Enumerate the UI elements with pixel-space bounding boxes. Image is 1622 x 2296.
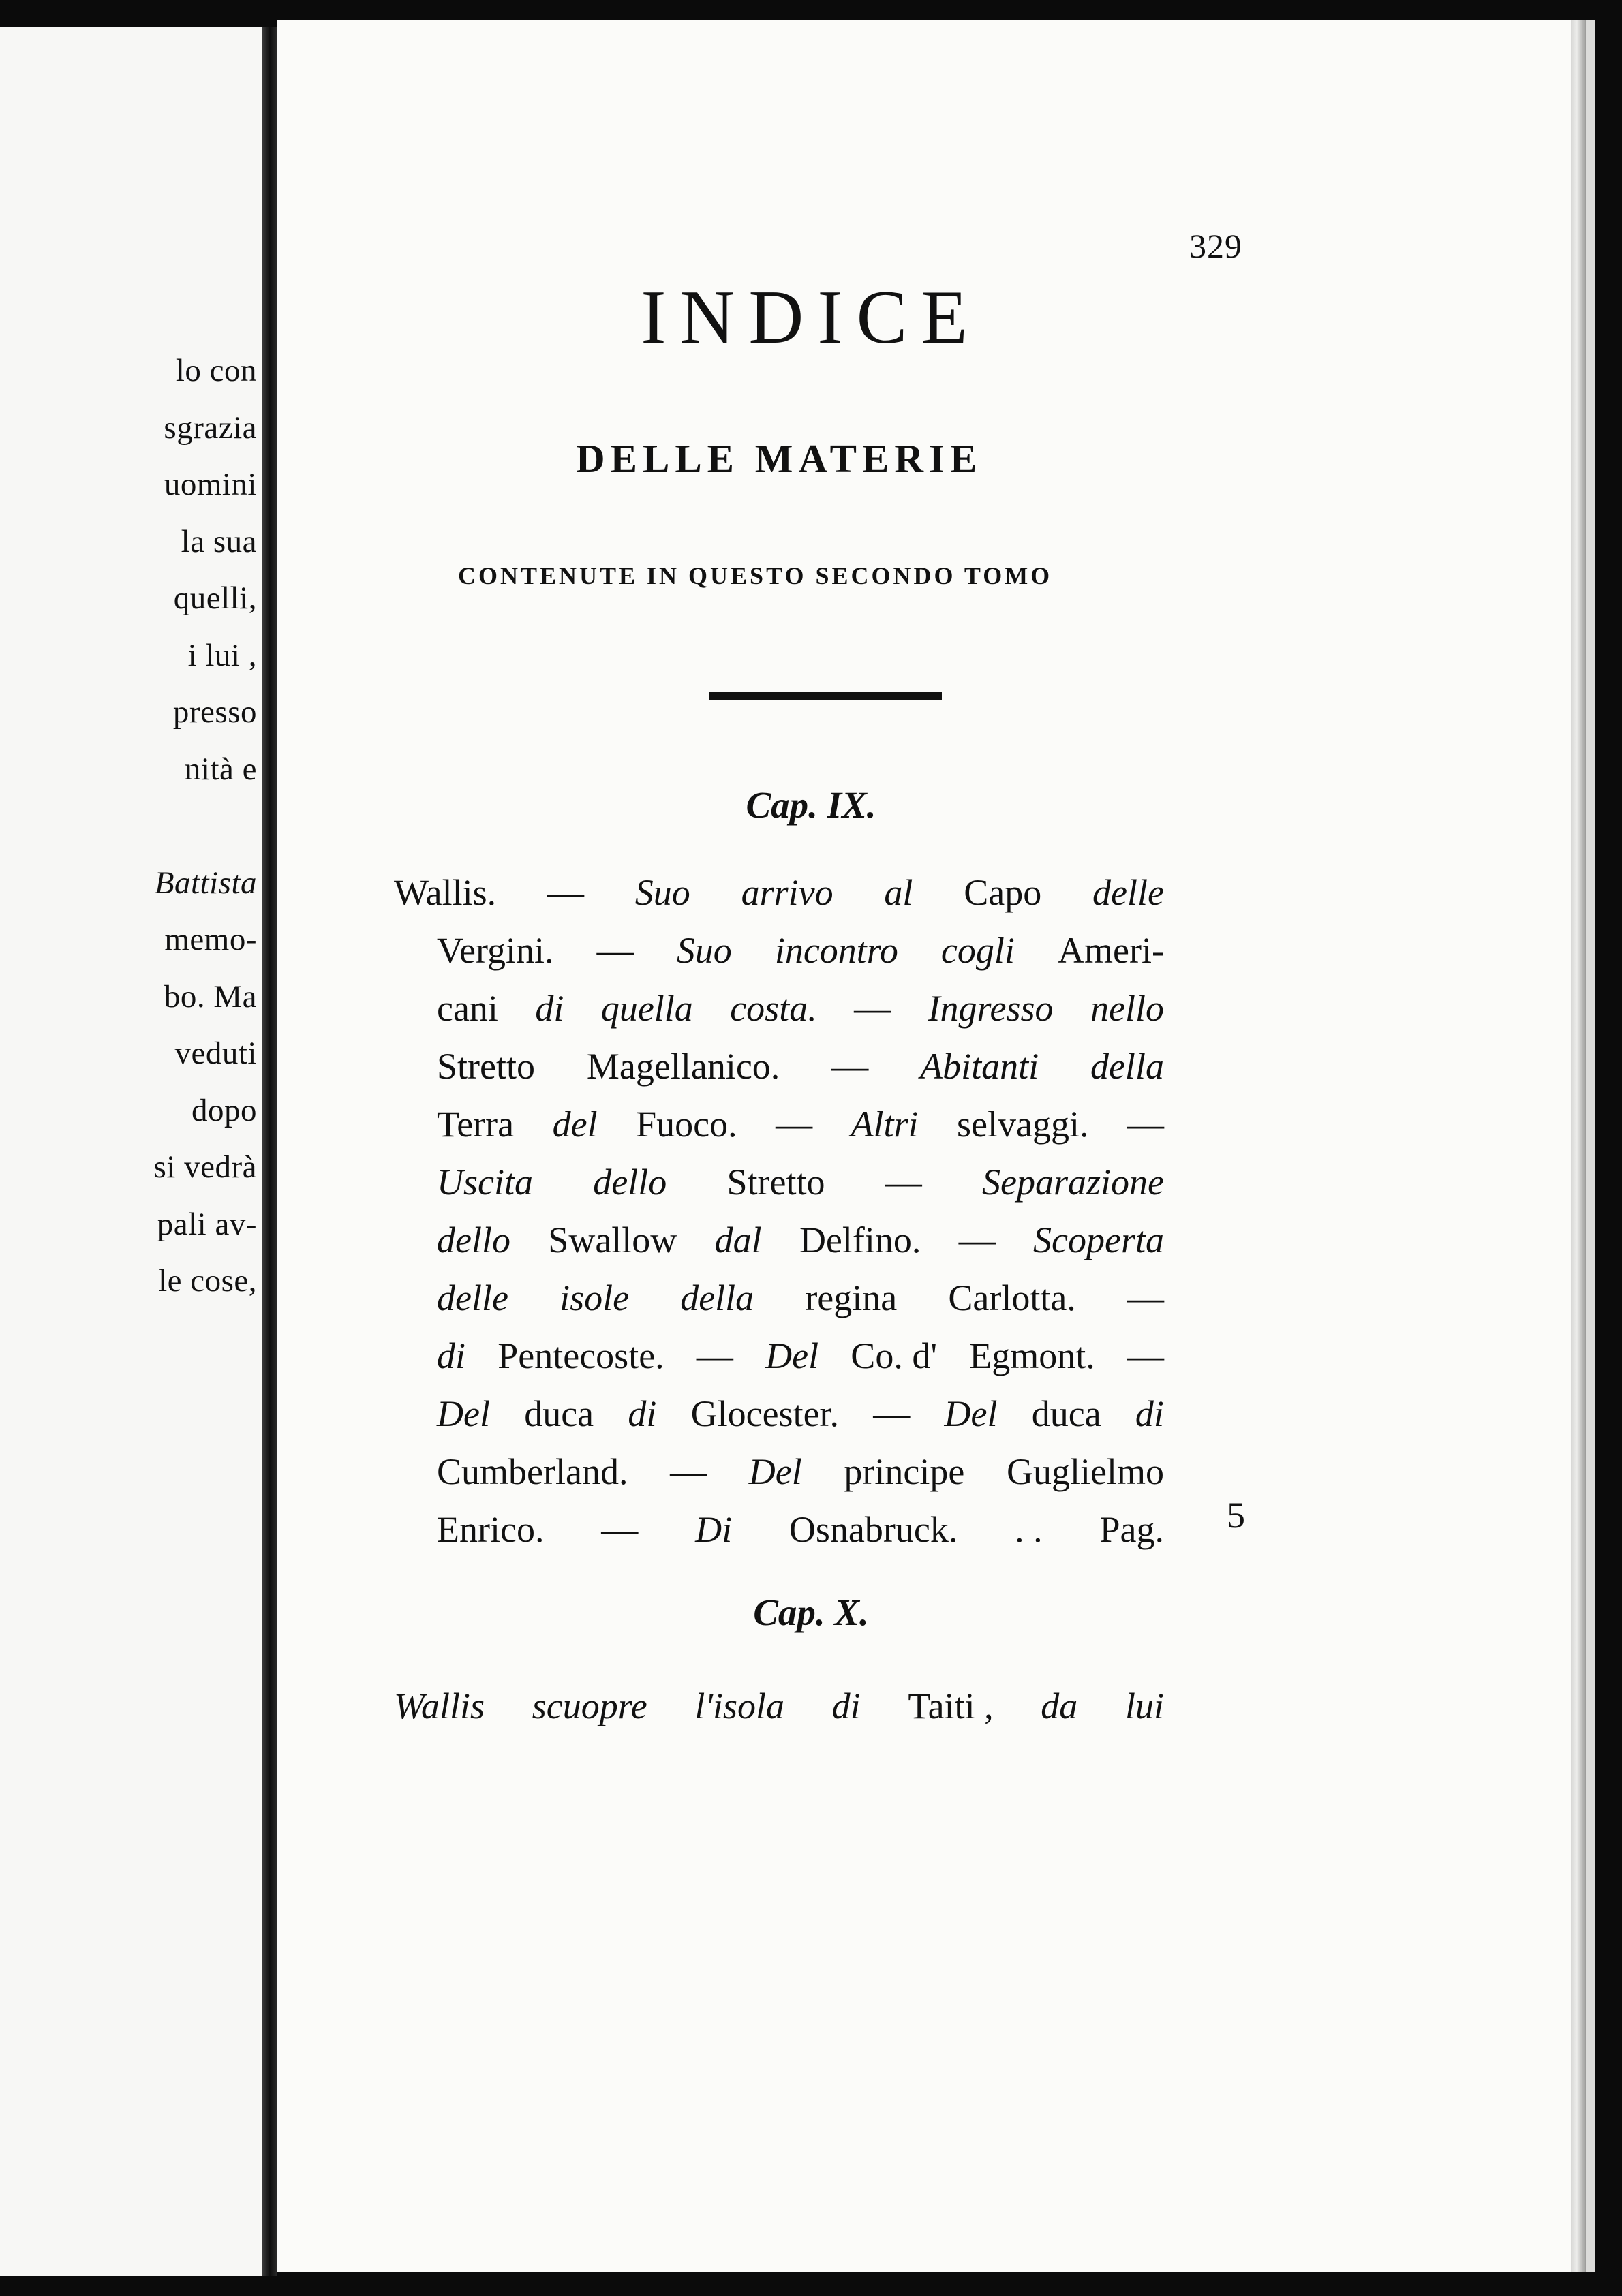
summary-word: Del — [748, 1451, 802, 1492]
summary-word: Pag. — [1099, 1509, 1164, 1550]
summary-word: — — [854, 988, 891, 1029]
summary-word: costa. — [730, 988, 817, 1029]
index-title-text: INDICE — [641, 275, 981, 360]
previous-page-line: presso — [172, 694, 257, 730]
summary-word: di — [1135, 1393, 1164, 1434]
summary-word: Altri — [851, 1104, 919, 1145]
previous-page-line: Battista — [154, 865, 257, 901]
summary-line — [394, 1038, 1164, 1096]
summary-word: Wallis — [394, 1686, 485, 1726]
summary-word: Carlotta. — [948, 1277, 1076, 1318]
index-subtitle-contents: CONTENUTE IN QUESTO SECONDO TOMO — [458, 562, 1053, 589]
summary-word: Osnabruck. — [789, 1509, 958, 1550]
summary-word: — — [831, 1046, 869, 1087]
page-number: 329 — [1189, 227, 1242, 265]
previous-page-line: quelli, — [173, 580, 257, 616]
summary-word: — — [670, 1451, 707, 1492]
book-gutter — [262, 27, 277, 2276]
summary-word: Suo — [634, 872, 690, 913]
summary-word: Stretto — [437, 1046, 535, 1087]
summary-word: Pentecoste. — [498, 1335, 664, 1376]
summary-line — [394, 922, 1164, 980]
summary-word: Fuoco. — [636, 1104, 737, 1145]
summary-word: incontro — [774, 930, 898, 971]
previous-page-line: si vedrà — [153, 1149, 257, 1185]
summary-word: . . — [1015, 1509, 1043, 1550]
summary-line — [394, 1677, 1164, 1735]
chapter-numeral: IX. — [827, 784, 876, 826]
summary-word: — — [1127, 1277, 1164, 1318]
summary-word: delle — [1092, 872, 1164, 913]
summary-word: arrivo — [741, 872, 833, 913]
summary-word: quella — [600, 988, 693, 1029]
summary-word: delle — [437, 1277, 508, 1318]
summary-word: — — [1127, 1335, 1164, 1376]
previous-page-line: sgrazia — [164, 409, 257, 446]
summary-word: della — [1090, 1046, 1164, 1087]
summary-word: del — [552, 1104, 598, 1145]
summary-line — [394, 1385, 1164, 1443]
summary-word: al — [884, 872, 913, 913]
summary-word: di — [831, 1686, 861, 1726]
chapter-heading — [0, 1591, 1622, 1634]
summary-word: — — [1127, 1104, 1164, 1145]
previous-page-line: le cose, — [158, 1263, 257, 1299]
summary-word: — — [776, 1104, 813, 1145]
summary-word: — — [547, 872, 584, 913]
chapter-heading — [0, 784, 1622, 826]
summary-word: regina — [805, 1277, 898, 1318]
summary-word: Co. d' — [851, 1335, 938, 1376]
previous-page-line: bo. Ma — [164, 978, 257, 1014]
summary-word: — — [601, 1509, 639, 1550]
summary-word: della — [680, 1277, 754, 1318]
summary-word: — — [958, 1220, 996, 1260]
summary-word: Del — [437, 1393, 490, 1434]
previous-page-line: veduti — [174, 1036, 257, 1071]
previous-page-line: pali av- — [157, 1206, 257, 1242]
summary-line — [394, 1327, 1164, 1385]
summary-word: Glocester. — [690, 1393, 840, 1434]
summary-line — [394, 1153, 1164, 1211]
summary-word: da — [1041, 1686, 1078, 1726]
summary-word: Terra — [437, 1104, 515, 1145]
chapter-summary — [394, 864, 1164, 1559]
summary-word: Swallow — [548, 1220, 677, 1260]
summary-word: scuopre — [532, 1686, 647, 1726]
chapter-numeral: X. — [834, 1592, 869, 1633]
summary-word: — — [596, 930, 634, 971]
summary-word: Stretto — [726, 1162, 825, 1203]
summary-word: — — [696, 1335, 733, 1376]
index-subtitle: DELLE MATERIE — [576, 436, 983, 481]
summary-word: Cumberland. — [437, 1451, 628, 1492]
previous-page-line: nità e — [184, 751, 257, 787]
summary-word: l'isola — [694, 1686, 784, 1726]
chapter-page-reference: 5 — [1227, 1495, 1245, 1536]
previous-page-line: uomini — [164, 467, 257, 502]
summary-word: cogli — [940, 930, 1015, 971]
summary-word: Vergini. — [437, 930, 554, 971]
summary-word: duca — [524, 1393, 594, 1434]
summary-word: di — [437, 1335, 466, 1376]
summary-line — [394, 1269, 1164, 1327]
summary-word: Ameri- — [1058, 930, 1164, 971]
summary-line — [394, 1501, 1164, 1559]
chapter-summary — [394, 1677, 1164, 1735]
summary-word: Taiti , — [908, 1686, 994, 1726]
previous-page-line: memo- — [164, 922, 257, 957]
summary-word: dello — [593, 1162, 667, 1203]
previous-page-line: dopo — [192, 1092, 257, 1128]
summary-line — [394, 1211, 1164, 1269]
summary-word: — — [873, 1393, 911, 1434]
decorative-rule — [709, 692, 942, 700]
summary-word: isole — [560, 1277, 630, 1318]
summary-word: Uscita — [437, 1162, 533, 1203]
summary-line — [394, 1443, 1164, 1501]
previous-page — [0, 27, 262, 2276]
summary-word: dal — [714, 1220, 762, 1260]
summary-line — [394, 864, 1164, 922]
summary-word: Magellanico. — [586, 1046, 780, 1087]
summary-word: — — [885, 1162, 922, 1203]
summary-word: principe — [844, 1451, 965, 1492]
summary-word: Scoperta — [1033, 1220, 1164, 1260]
summary-word: Di — [695, 1509, 733, 1550]
summary-word: Suo — [676, 930, 732, 971]
summary-word: Egmont. — [969, 1335, 1095, 1376]
summary-word: Enrico. — [437, 1509, 545, 1550]
previous-page-line: la sua — [181, 523, 257, 559]
summary-word: selvaggi. — [957, 1104, 1089, 1145]
summary-word: Wallis. — [394, 872, 497, 913]
summary-word: Delfino. — [799, 1220, 921, 1260]
summary-word: cani — [437, 988, 498, 1029]
summary-word: Guglielmo — [1006, 1451, 1164, 1492]
summary-word: nello — [1090, 988, 1164, 1029]
summary-word: di — [535, 988, 564, 1029]
summary-word: Del — [944, 1393, 998, 1434]
summary-line — [394, 980, 1164, 1038]
summary-word: Separazione — [981, 1162, 1164, 1203]
summary-word: duca — [1031, 1393, 1101, 1434]
index-title — [0, 274, 1622, 362]
chapter-label: Cap. — [753, 1592, 825, 1633]
summary-word: lui — [1124, 1686, 1164, 1726]
chapter-label: Cap. — [746, 784, 818, 826]
summary-word: dello — [437, 1220, 510, 1260]
summary-word: Del — [765, 1335, 819, 1376]
summary-word: Abitanti — [920, 1046, 1039, 1087]
previous-page-line: lo con — [175, 353, 257, 388]
summary-word: Capo — [964, 872, 1042, 913]
summary-line — [394, 1096, 1164, 1153]
summary-word: Ingresso — [928, 988, 1054, 1029]
summary-word: di — [628, 1393, 657, 1434]
previous-page-line: i lui , — [187, 637, 257, 673]
